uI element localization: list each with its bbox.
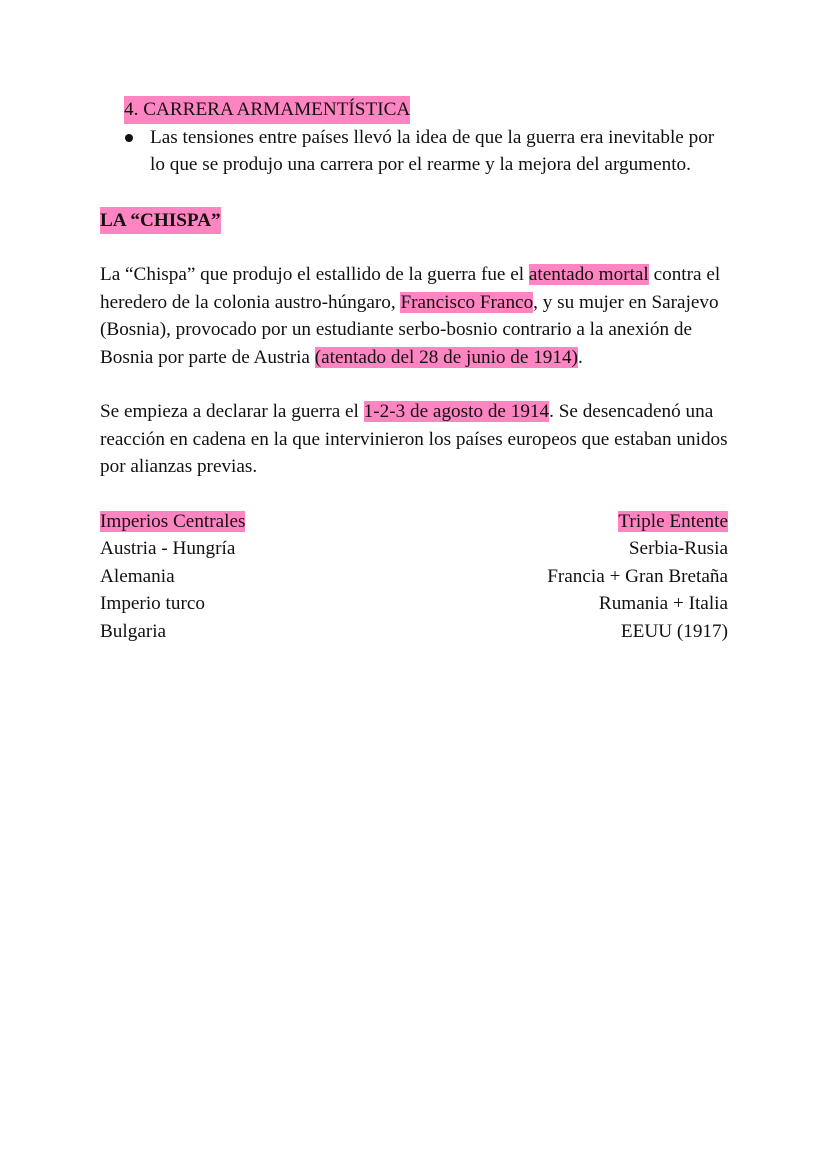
chispa-paragraph-1: [100, 261, 728, 371]
text-run: La “Chispa” que produjo el estallido de la guerra fue el: [100, 264, 529, 285]
chispa-paragraph-2: [100, 398, 728, 481]
list-item: Serbia-Rusia: [628, 538, 728, 559]
list-item: EEUU (1917): [620, 620, 728, 642]
list-item: Austria - Hungría: [100, 538, 236, 559]
chispa-title: LA “CHISPA”: [100, 207, 221, 235]
list-item: Alemania: [100, 565, 175, 587]
central-powers-header: Imperios Centrales: [100, 510, 246, 532]
list-item: Imperio turco: [100, 593, 205, 614]
highlight-name: Francisco Franco: [400, 291, 534, 313]
text-run: contra el heredero de la colonia austro-húngaro,: [100, 264, 721, 313]
text-run: . Se desencadenó una reacción en cadena en la que intervinieron los países europeos que estaban unidos por alianzas previas.: [100, 401, 728, 477]
text-run: Se empieza a declarar la guerra el: [100, 401, 364, 422]
section-4-bullets: [100, 124, 728, 179]
highlight-declaration-date: 1-2-3 de agosto de 1914: [363, 401, 550, 422]
central-powers-column: [100, 508, 245, 646]
bullet-item: [100, 124, 728, 179]
highlight-date: (atentado del 28 de junio de 1914): [314, 346, 578, 368]
list-item: Bulgaria: [100, 620, 167, 642]
list-item: Rumania + Italia: [598, 593, 728, 614]
list-item: Francia + Gran Bretaña: [547, 565, 728, 587]
section-4-heading: 4. CARRERA ARMAMENTÍSTICA: [124, 96, 410, 124]
bullet-icon: [125, 134, 133, 142]
bullet-text: Las tensiones entre países llevó la idea de que la guerra era inevitable por lo que se produjo una carrera por el rearme y la mejora del argumento.: [150, 126, 715, 175]
triple-entente-column: [547, 508, 728, 646]
triple-entente-header: Triple Entente: [618, 510, 728, 532]
document-page: [100, 96, 728, 645]
text-run: , y su mujer en Sarajevo (Bosnia), provocado por un estudiante serbo-bosnio contrario a la anexión de Bosnia por parte de Austria: [100, 291, 719, 368]
text-run: .: [577, 346, 583, 368]
alliances-columns: [100, 508, 728, 646]
highlight-atentado: atentado mortal: [528, 264, 649, 285]
